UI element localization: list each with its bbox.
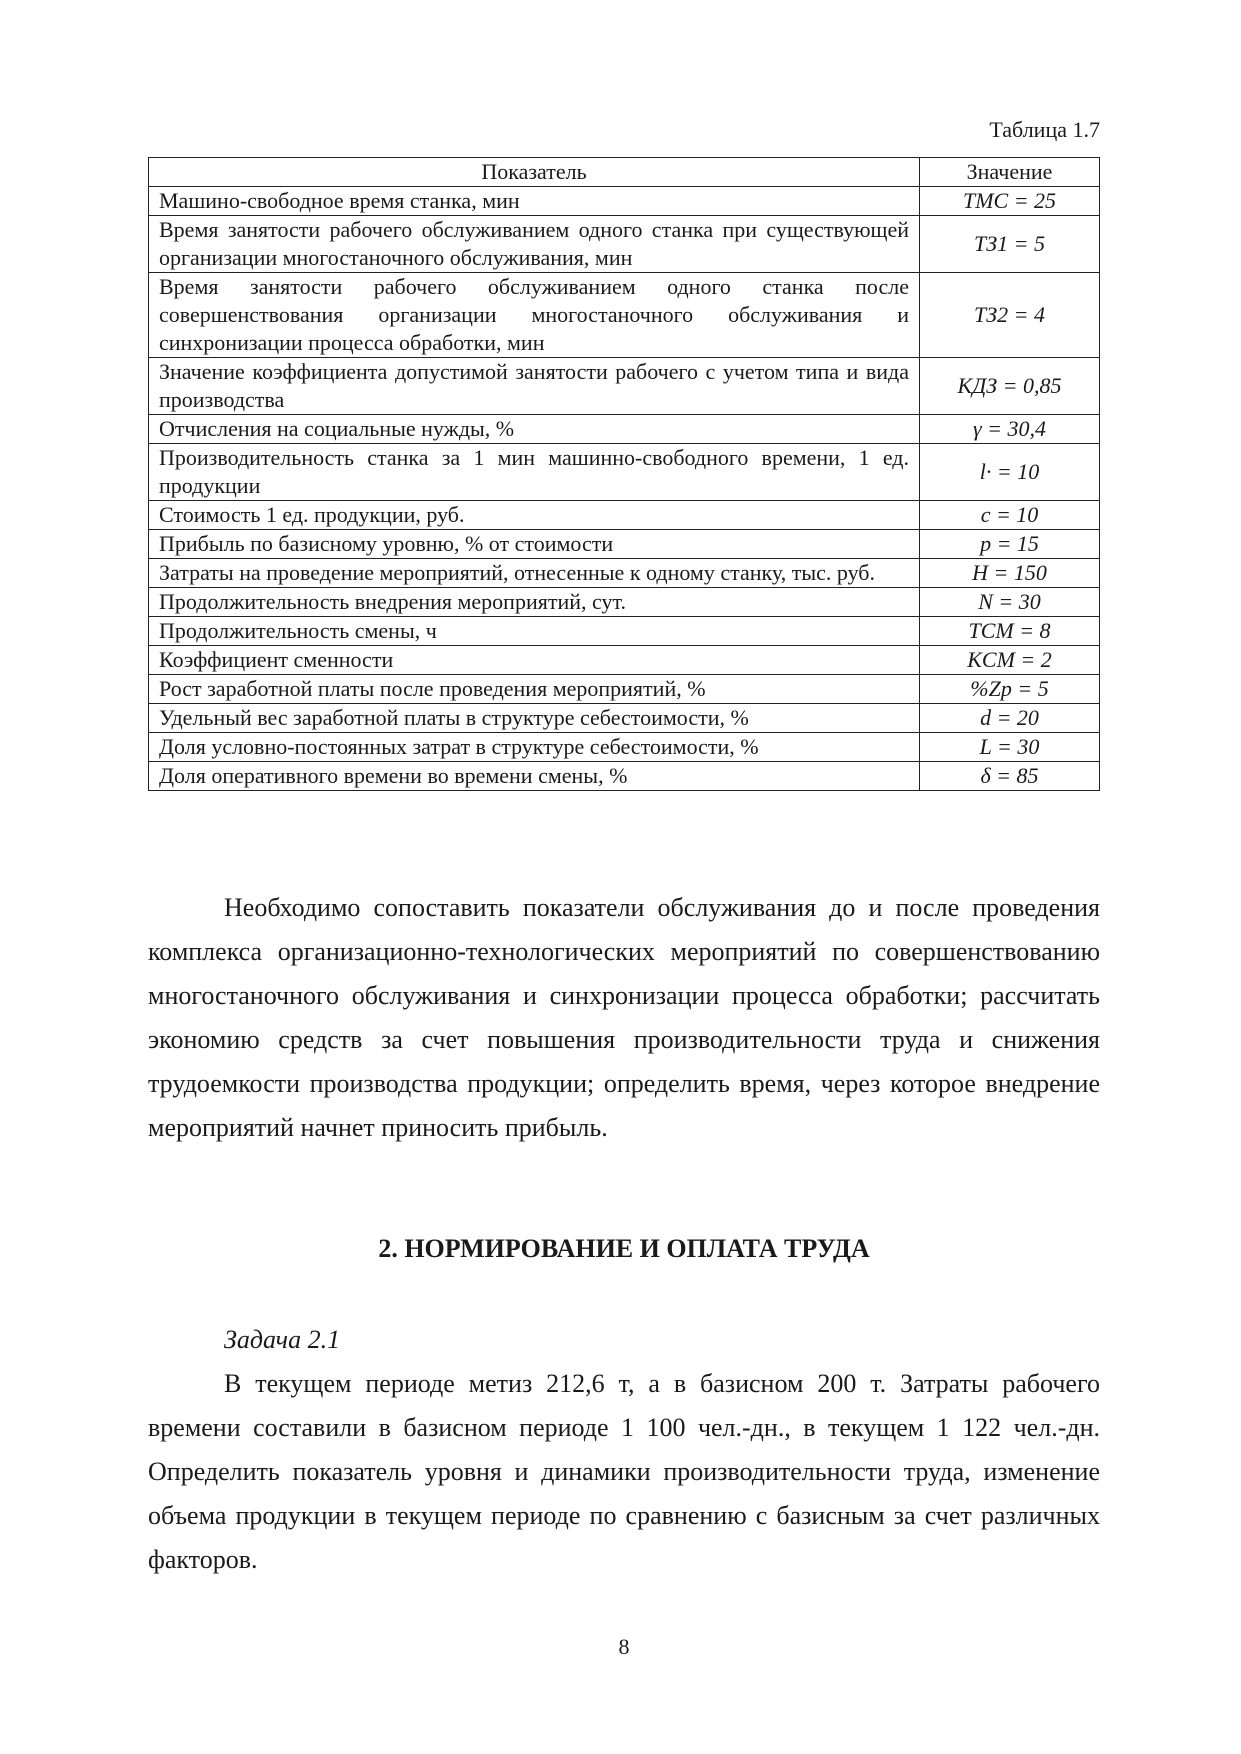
value-cell: KДЗ = 0,85	[920, 358, 1100, 415]
value-cell: c = 10	[920, 501, 1100, 530]
header-value: Значение	[920, 158, 1100, 187]
indicator-cell: Затраты на проведение мероприятий, отнесенные к одному станку, тыс. руб.	[149, 559, 920, 588]
table-row	[149, 617, 1100, 646]
value-cell: l· = 10	[920, 444, 1100, 501]
value-cell: N = 30	[920, 588, 1100, 617]
value-cell: δ = 85	[920, 762, 1100, 791]
indicator-cell: Стоимость 1 ед. продукции, руб.	[149, 501, 920, 530]
table-row	[149, 704, 1100, 733]
indicator-cell: Продолжительность внедрения мероприятий, сут.	[149, 588, 920, 617]
parameters-table	[148, 157, 1100, 791]
indicator-cell: Время занятости рабочего обслуживанием одного станка при существующей организации многостаночного обслуживания, мин	[149, 216, 920, 273]
table-row	[149, 187, 1100, 216]
indicator-cell: Значение коэффициента допустимой занятости рабочего с учетом типа и вида производства	[149, 358, 920, 415]
indicator-cell: Доля оперативного времени во времени смены, %	[149, 762, 920, 791]
value-cell: TЗ2 = 4	[920, 273, 1100, 358]
task-description-paragraph: Необходимо сопоставить показатели обслуживания до и после проведения комплекса организационно-технологических мероприятий по совершенствованию многостаночного обслуживания и синхронизации процесса обработки; рассчитать экономию средств за счет повышения производительности труда и снижения трудоемкости производства продукции; определить время, через которое внедрение мероприятий начнет приносить прибыль.	[148, 893, 1100, 1142]
table-row	[149, 733, 1100, 762]
value-cell: H = 150	[920, 559, 1100, 588]
table-row	[149, 675, 1100, 704]
value-cell: TЗ1 = 5	[920, 216, 1100, 273]
table-row	[149, 530, 1100, 559]
indicator-cell: Машино-свободное время станка, мин	[149, 187, 920, 216]
section-heading: 2. НОРМИРОВАНИЕ И ОПЛАТА ТРУДА	[378, 1234, 870, 1263]
value-cell: %Zp = 5	[920, 675, 1100, 704]
indicator-cell: Удельный вес заработной платы в структуре себестоимости, %	[149, 704, 920, 733]
indicator-cell: Прибыль по базисному уровню, % от стоимости	[149, 530, 920, 559]
value-cell: d = 20	[920, 704, 1100, 733]
indicator-cell: Время занятости рабочего обслуживанием одного станка после совершенствования организации многостаночного обслуживания и синхронизации процесса обработки, мин	[149, 273, 920, 358]
task-2-1-paragraph: В текущем периоде метиз 212,6 т, а в базисном 200 т. Затраты рабочего времени составили в базисном периоде 1 100 чел.-дн., в текущем 1 122 чел.-дн. Определить показатель уровня и динамики производительности труда, изменение объема продукции в текущем периоде по сравнению с базисным за счет различных факторов.	[148, 1369, 1100, 1574]
indicator-cell: Рост заработной платы после проведения мероприятий, %	[149, 675, 920, 704]
value-cell: TCM = 8	[920, 617, 1100, 646]
table-row	[149, 646, 1100, 675]
indicator-cell: Продолжительность смены, ч	[149, 617, 920, 646]
task-heading: Задача 2.1	[224, 1325, 341, 1354]
table-row	[149, 358, 1100, 415]
table-row	[149, 273, 1100, 358]
table-row	[149, 415, 1100, 444]
value-cell: KCM = 2	[920, 646, 1100, 675]
indicator-cell: Производительность станка за 1 мин машинно-свободного времени, 1 ед. продукции	[149, 444, 920, 501]
table-row	[149, 444, 1100, 501]
indicator-cell: Отчисления на социальные нужды, %	[149, 415, 920, 444]
table-header-row	[149, 158, 1100, 187]
table-row	[149, 762, 1100, 791]
indicator-cell: Доля условно-постоянных затрат в структуре себестоимости, %	[149, 733, 920, 762]
indicator-cell: Коэффициент сменности	[149, 646, 920, 675]
table-row	[149, 588, 1100, 617]
table-row	[149, 216, 1100, 273]
value-cell: TMC = 25	[920, 187, 1100, 216]
page-number: 8	[618, 1634, 630, 1659]
value-cell: p = 15	[920, 530, 1100, 559]
table-row	[149, 559, 1100, 588]
header-indicator: Показатель	[149, 158, 920, 187]
table-caption: Таблица 1.7	[989, 117, 1100, 142]
value-cell: γ = 30,4	[920, 415, 1100, 444]
value-cell: L = 30	[920, 733, 1100, 762]
table-row	[149, 501, 1100, 530]
